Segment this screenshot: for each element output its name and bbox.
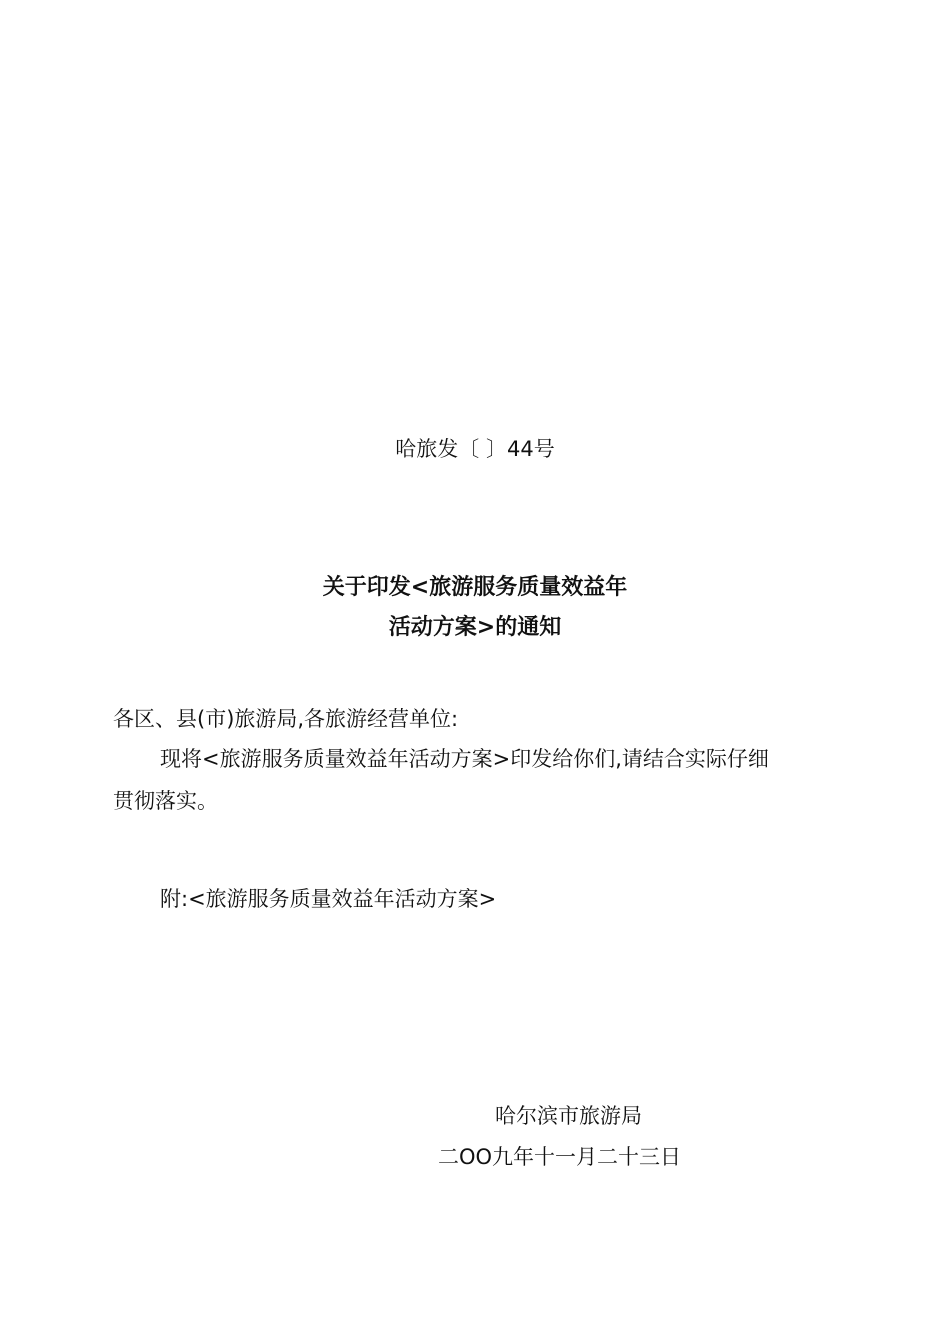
body-paragraph-line-1: 现将<旅游服务质量效益年活动方案>印发给你们,请结合实际仔细 <box>160 747 769 771</box>
document-title-line-2: 活动方案>的通知 <box>388 615 562 640</box>
attachment-note: 附:<旅游服务质量效益年活动方案> <box>160 887 497 911</box>
issue-date: 二OO九年十一月二十三日 <box>438 1145 682 1169</box>
addressee: 各区、县(市)旅游局,各旅游经营单位: <box>113 707 459 731</box>
body-paragraph-line-2: 贯彻落实。 <box>113 789 218 813</box>
document-title-line-1: 关于印发<旅游服务质量效益年 <box>322 575 628 600</box>
document-number: 哈旅发〔 〕44号 <box>395 437 555 461</box>
issuer-name: 哈尔滨市旅游局 <box>495 1104 642 1128</box>
